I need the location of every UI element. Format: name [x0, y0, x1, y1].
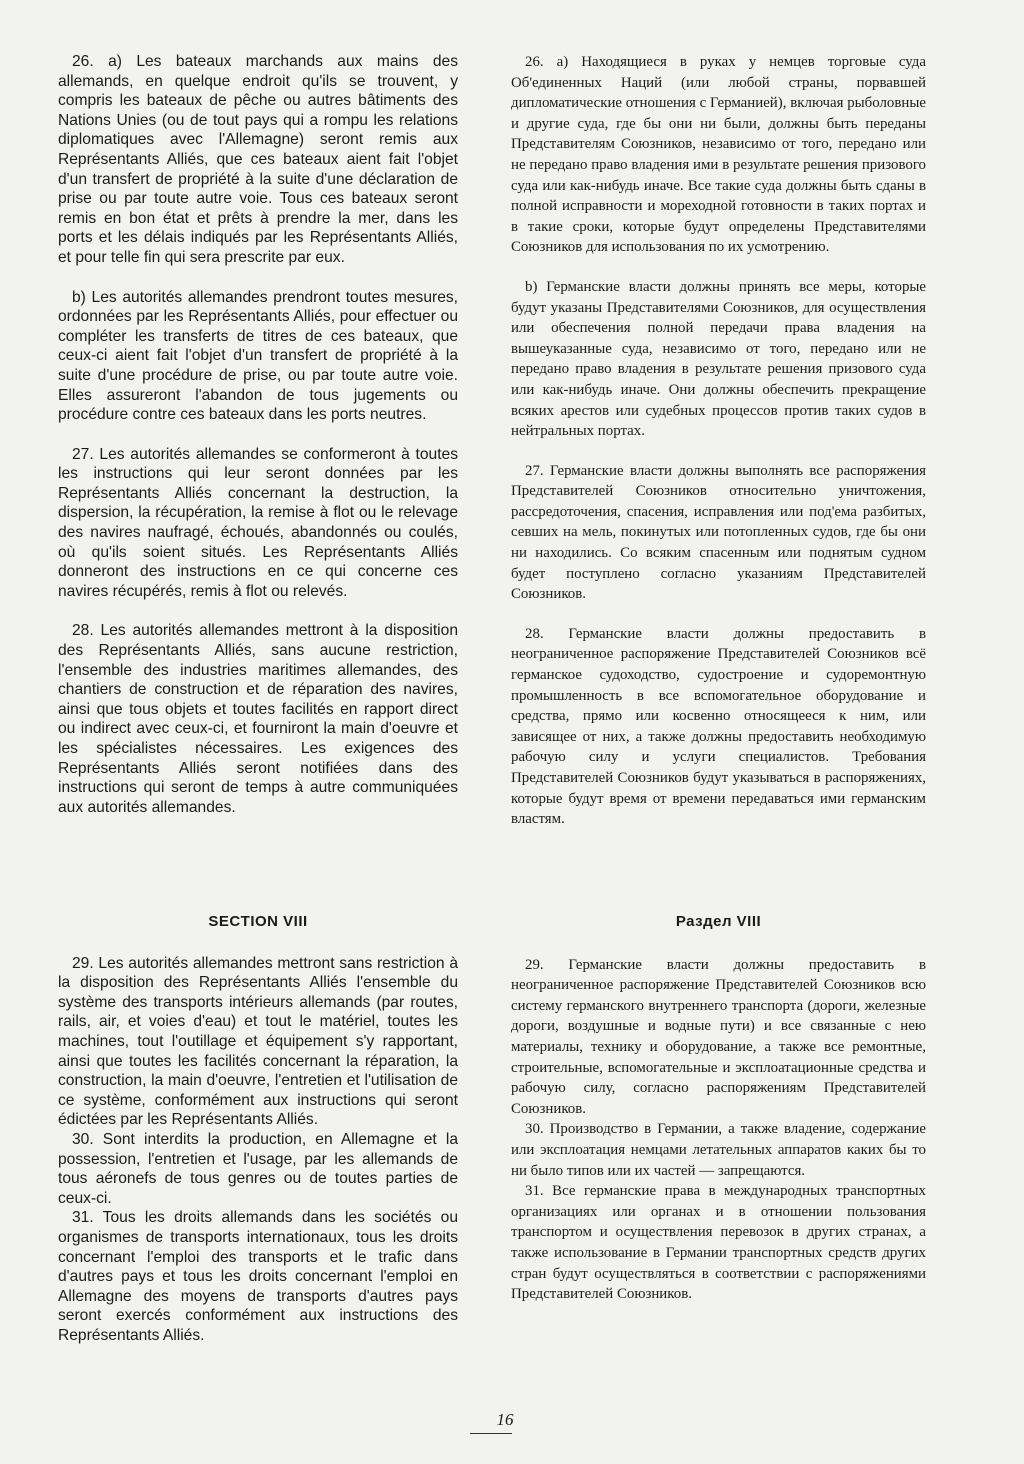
- ru-paragraph-28: 28. Германские власти должны предоставить в неограниченное распоряжение Представителей Союзников всё германское судоходство, судостроение и судоремонтную промышленность в все вспомогательное оборудование и средства, прямо или косвенно относящееся к ним, или зависящее от них, а также должны предоставить необходимую рабочую силу и услуги специалистов. Требования Представителей Союзников будут указываться в распоряжениях, которые будут время от времени передаваться ими германским властям.: [511, 625, 926, 828]
- ru-paragraph-27: 27. Германские власти должны выполнять все распоряжения Представителей Союзников относительно уничтожения, рассредоточения, спасения, исправления или под'ема разбитых, севших на мель, покинутых или потопленных судов, где бы они ни находились. Со всяким спасенным или поднятым судном будет поступлено согласно указаниям Представителей Союзников.: [511, 462, 926, 603]
- fr-paragraph-29: 29. Les autorités allemandes mettront sans restriction à la disposition des Représentants Alliés l'ensemble du système des transports intérieurs allemands (par routes, rails, air, et voies d'eau) et tout le matériel, toutes les machines, tout l'outillage et équipement s'y rapportant, ainsi que toutes les facilités concernant la réparation, la construction, la main d'oeuvre, l'entretien et l'utilisation de ce système, conformément aux instructions qui seront édictées par les Représentants Alliés.: [58, 954, 458, 1129]
- fr-paragraph-27: 27. Les autorités allemandes se conformeront à toutes les instructions qui leur seront données par les Représentants Alliés concernant la destruction, la dispersion, la récupération, la remise à flot ou le relevage des navires naufragé, échoués, abandonnés ou coulés, où qu'ils soient situés. Les Représentants Alliés donneront des instructions en ce qui concerne ces navires récupérés, remis à flot ou relevés.: [58, 445, 458, 600]
- french-column: [58, 52, 458, 837]
- ru-paragraph-30: 30. Производство в Германии, а также владение, содержание или эксплоатация немцами летательных аппаратов каких бы то ни было типов или их частей — запрещаются.: [511, 1121, 926, 1179]
- ru-paragraph-26a: 26. а) Находящиеся в руках у немцев торговые суда Об'единенных Наций (или любой страны, порвавшей дипломатические отношения с Германией), включая рыболовные и другие суда, где бы они ни были, должны быть переданы Представителям Союзников, независимо от того, передано или не передано право владения ими в результате решения призового суда или как-нибудь иначе. Все такие суда должны быть сданы в полной исправности и мореходной готовности в таких портах и в такие сроки, которые будут определены Представителями Союзников для использования по их усмотрению.: [511, 54, 926, 256]
- ru-section-heading: Раздел VIII: [675, 913, 762, 930]
- page-number-underline: [470, 1433, 512, 1434]
- fr-paragraph-31: 31. Tous les droits allemands dans les sociétés ou organismes de transports internationaux, tous les droits concernant l'emploi des transports et le trafic dans d'autres pays et tous les droits concernant l'emploi en Allemagne des moyens de transports d'autres pays seront exercés conformément aux instructions des Représentants Alliés.: [58, 1209, 458, 1344]
- fr-section-heading: SECTION VIII: [208, 913, 308, 930]
- fr-paragraph-28: 28. Les autorités allemandes mettront à la disposition des Représentants Alliés, sans aucune restriction, l'ensemble des industries maritimes allemandes, des chantiers de construction et de réparation des navires, ainsi que tous objets et toutes facilités en rapport direct ou indirect avec ceux-ci, et fourniront la main d'oeuvre et les spécialistes nécessaires. Les exigences des Représentants Alliés seront notifiées dans des instructions qui seront de temps à autre communiquées aux autorités allemandes.: [58, 622, 458, 816]
- ru-paragraph-31: 31. Все германские права в международных транспортных организациях или органах и в отношении пользования транспортом и осуществления перевозок в других странах, а также использование в Германии транспортных средств других стран будут осуществляться в соответствии с распоряжениями Представителей Союзников.: [511, 1183, 926, 1303]
- ru-paragraph-29: 29. Германские власти должны предоставить в неограниченное распоряжение Представителей Союзников всю систему германского внутреннего транспорта (дороги, железные дороги, воздушные и водные пути) и все связанные с нею материалы, технику и оборудование, а также все ремонтные, строительные, вспомогательные и эксплоатационные средства и рабочую силу, согласно распоряжениям Представителей Союзников.: [511, 956, 926, 1117]
- ru-paragraph-26b: b) Германские власти должны принять все меры, которые будут указаны Предстaвителями Союзников, для осуществления или обеспечения полной передачи права владения на вышеуказанные суда, независимо от того, передано или не передано право владения в результате решения призового суда или как-нибудь иначе. Они должны обеспечить прекращение всяких арестов или судебных процессов против таких судов в нейтральных портах.: [511, 278, 926, 440]
- french-section-viii: [58, 912, 458, 1345]
- russian-section-viii: [511, 912, 926, 1305]
- page-number: 16: [496, 1410, 514, 1429]
- fr-paragraph-30: 30. Sont interdits la production, en Allemagne et la possession, l'entretien et l'usage, par les allemands de tous aéronefs de tous genres ou de toutes parties de ceux-ci.: [58, 1130, 458, 1207]
- russian-column: [511, 52, 926, 849]
- fr-paragraph-26a: 26. a) Les bateaux marchands aux mains des allemands, en quelque endroit qu'ils se trouvent, y compris les bateaux de pêche ou autres bâtiments des Nations Unies (ou de tout pays qui a rompu les relations diplomatiques avec l'Allemagne) seront remis aux Représentants Alliés, que ces bateaux aient fait l'objet d'un transfert de propriété à la suite d'une déclaration de prise ou par toute autre voie. Tous ces bateaux seront remis en bon état et prêts à prendre la mer, dans les ports et les délais indiqués par les Représentants Alliés, et pour telle fin qui sera prescrite par eux.: [58, 53, 458, 266]
- fr-paragraph-26b: b) Les autorités allemandes prendront toutes mesures, ordonnées par les Représentants Alliés, pour effectuer ou compléter les transferts de titres de ces bateaux, que ceux-ci aient fait l'objet d'un transfert de propriété à la suite d'une procédure de prise, ou par toute autre voie. Elles assureront l'abandon de tous jugements ou procédure contre ces bateaux dans les ports neutres.: [58, 288, 458, 424]
